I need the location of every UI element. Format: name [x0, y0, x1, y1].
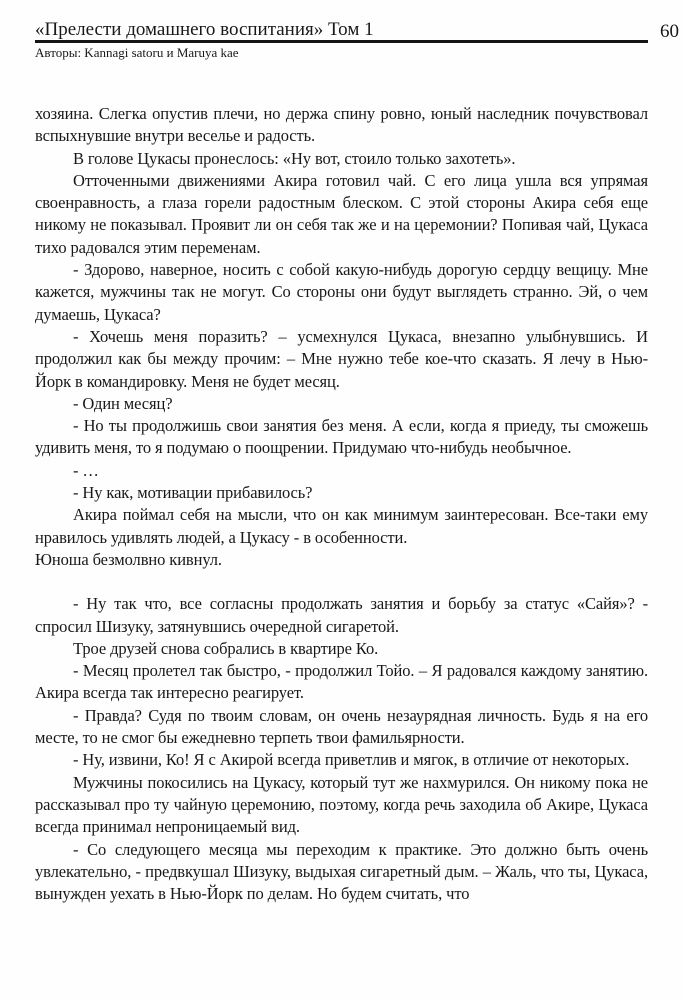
paragraph: - Ну, извини, Ко! Я с Акирой всегда приветлив и мягок, в отличие от некоторых. [73, 750, 630, 770]
page-number: 60 [660, 21, 679, 42]
paragraph: - Ну как, мотивации прибавилось? [73, 483, 313, 503]
paragraph: - Правда? Судя по твоим словам, он очень незаурядная личность. Будь я на его месте, то не смог бы ежедневно терпеть твои фамильярности. [35, 705, 648, 748]
paragraph: Акира поймал себя на мысли, что он как минимум заинтересован. Все-таки ему нравилось удивлять людей, а Цукасу - в особенности. [35, 505, 648, 547]
paragraph: В голове Цукасы пронеслось: «Ну вот, стоило только захотеть». [73, 148, 516, 168]
paragraph: - Ну так что, все согласны продолжать занятия и борьбу за статус «Сайя»? - спросил Шизуку, затянувшись очередной сигаретой. [35, 594, 648, 636]
paragraph: Юноша безмолвно кивнул. [35, 549, 222, 569]
paragraph: - Со следующего месяца мы переходим к практике. Это должно быть очень увлекательно, - предвкушал Шизуку, выдыхая сигаретный дым. – Жаль, что ты, Цукаса, вынужден уехать в Нью-Йорк по делам. Но будем считать, что [35, 839, 648, 904]
paragraph: - … [73, 460, 99, 480]
document-title: «Прелести домашнего воспитания» Том 1 [35, 20, 648, 43]
paragraph: - Но ты продолжишь свои занятия без меня. А если, когда я приеду, ты сможешь удивить меня, то я подумаю о поощрении. Придумаю что-нибудь необычное. [35, 416, 648, 458]
paragraph: Трое друзей снова собрались в квартире Ко. [73, 638, 379, 658]
paragraph: - Хочешь меня поразить? – усмехнулся Цукаса, внезапно улыбнувшись. И продолжил как бы между прочим: – Мне нужно тебе кое-что сказать. Я лечу в Нью-Йорк в командировку. Меня не будет месяц. [35, 326, 648, 391]
header-row [35, 20, 679, 43]
page-header [0, 20, 682, 60]
authors-line: Авторы: Kannagi satoru и Maruya kae [35, 45, 239, 60]
scene-break [35, 571, 648, 593]
paragraph: Отточенными движениями Акира готовил чай. С его лица ушла вся упрямая своенравность, а глаза горели радостным блеском. С этой стороны Акира себя еще никому не показывал. Проявит ли он себя так же и на церемонии? Попивая чай, Цукаса тихо радовался этим переменам. [35, 170, 648, 257]
paragraph: - Один месяц? [73, 393, 173, 413]
paragraph: - Месяц пролетел так быстро, - продолжил Тойо. – Я радовался каждому занятию. Акира всегда так интересно реагирует. [35, 661, 648, 703]
paragraph: хозяина. Слегка опустив плечи, но держа спину ровно, юный наследник почувствовал вспыхнувшие внутри веселье и радость. [35, 104, 648, 146]
paragraph: - Здорово, наверное, носить с собой какую-нибудь дорогую сердцу вещицу. Мне кажется, мужчины так не могут. Со стороны они будут выглядеть странно. Эй, о чем думаешь, Цукаса? [35, 260, 648, 324]
paragraph: Мужчины покосились на Цукасу, который тут же нахмурился. Он никому пока не рассказывал про ту чайную церемонию, поэтому, когда речь заходила об Акире, Цукаса всегда принимал непроницаемый вид. [35, 772, 648, 837]
page-body [35, 103, 648, 905]
